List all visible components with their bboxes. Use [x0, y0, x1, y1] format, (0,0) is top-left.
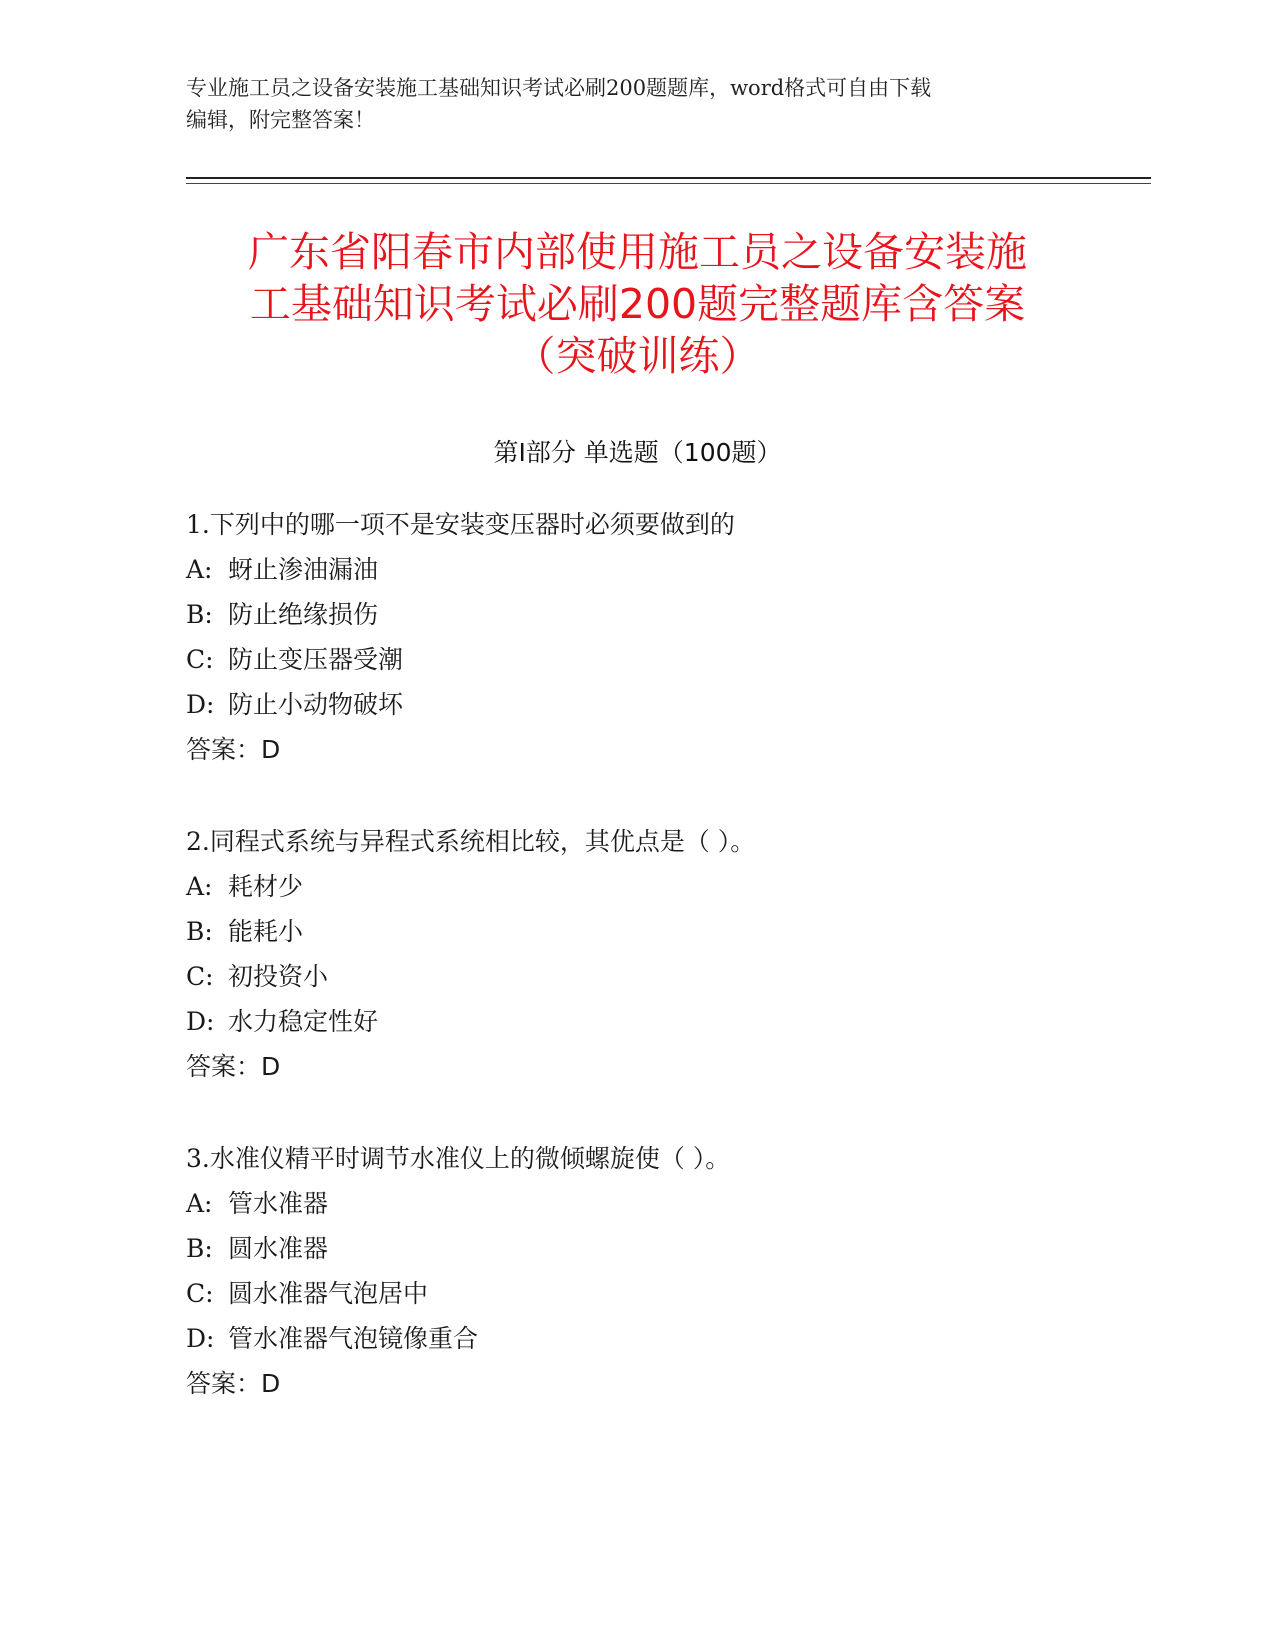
option-a	[186, 1181, 1146, 1226]
option-label: B:	[186, 1234, 213, 1263]
answer-line: 答案：D	[186, 1369, 281, 1398]
answer-line: 答案：D	[186, 1052, 281, 1081]
option-text: 圆水准器气泡居中	[228, 1279, 429, 1308]
option-a	[186, 547, 1146, 592]
document-header	[186, 72, 1086, 136]
answer-line: 答案：D	[186, 735, 281, 764]
question-stem: 2.同程式系统与异程式系统相比较，其优点是（ ）。	[186, 827, 756, 856]
title-line-3: （突破训练）	[514, 332, 761, 380]
option-text: 初投资小	[228, 962, 329, 991]
option-b	[186, 592, 1146, 637]
question-1	[186, 502, 1146, 772]
option-label: C:	[186, 1279, 214, 1308]
option-text: 能耗小	[228, 917, 304, 946]
option-c	[186, 954, 1146, 999]
document-title	[160, 226, 1115, 382]
header-line-2: 编辑，附完整答案！	[186, 108, 375, 132]
header-line-1: 专业施工员之设备安装施工基础知识考试必刷200题题库，word格式可自由下载	[186, 76, 932, 100]
option-label: B:	[186, 917, 213, 946]
option-label: A:	[186, 872, 213, 901]
option-text: 管水准器气泡镜像重合	[228, 1324, 479, 1353]
option-label: A:	[186, 1189, 213, 1218]
question-stem: 3.水准仪精平时调节水准仪上的微倾螺旋使（ ）。	[186, 1144, 731, 1173]
option-text: 水力稳定性好	[228, 1007, 379, 1036]
option-text: 防止小动物破坏	[228, 690, 404, 719]
option-d	[186, 682, 1146, 727]
option-c	[186, 637, 1146, 682]
header-divider-thick	[186, 177, 1151, 179]
option-text: 圆水准器	[228, 1234, 329, 1263]
option-text: 耗材少	[228, 872, 304, 901]
option-text: 管水准器	[228, 1189, 329, 1218]
option-text: 蚜止渗油漏油	[228, 555, 379, 584]
option-d	[186, 1316, 1146, 1361]
question-3	[186, 1136, 1146, 1406]
question-2	[186, 819, 1146, 1089]
option-c	[186, 1271, 1146, 1316]
section-heading: 第Ⅰ部分 单选题（100题）	[493, 438, 782, 467]
header-divider-thin	[186, 183, 1151, 184]
option-label: C:	[186, 645, 214, 674]
option-label: C:	[186, 962, 214, 991]
option-text: 防止绝缘损伤	[228, 600, 379, 629]
option-label: B:	[186, 600, 213, 629]
option-label: D:	[186, 1007, 215, 1036]
question-stem: 1.下列中的哪一项不是安装变压器时必须要做到的	[186, 510, 735, 539]
option-text: 防止变压器受潮	[228, 645, 404, 674]
option-label: D:	[186, 690, 215, 719]
title-line-2: 工基础知识考试必刷200题完整题库含答案	[249, 280, 1026, 328]
option-d	[186, 999, 1146, 1044]
option-b	[186, 909, 1146, 954]
option-a	[186, 864, 1146, 909]
title-line-1: 广东省阳春市内部使用施工员之设备安装施	[248, 228, 1027, 276]
option-label: D:	[186, 1324, 215, 1353]
option-label: A:	[186, 555, 213, 584]
option-b	[186, 1226, 1146, 1271]
